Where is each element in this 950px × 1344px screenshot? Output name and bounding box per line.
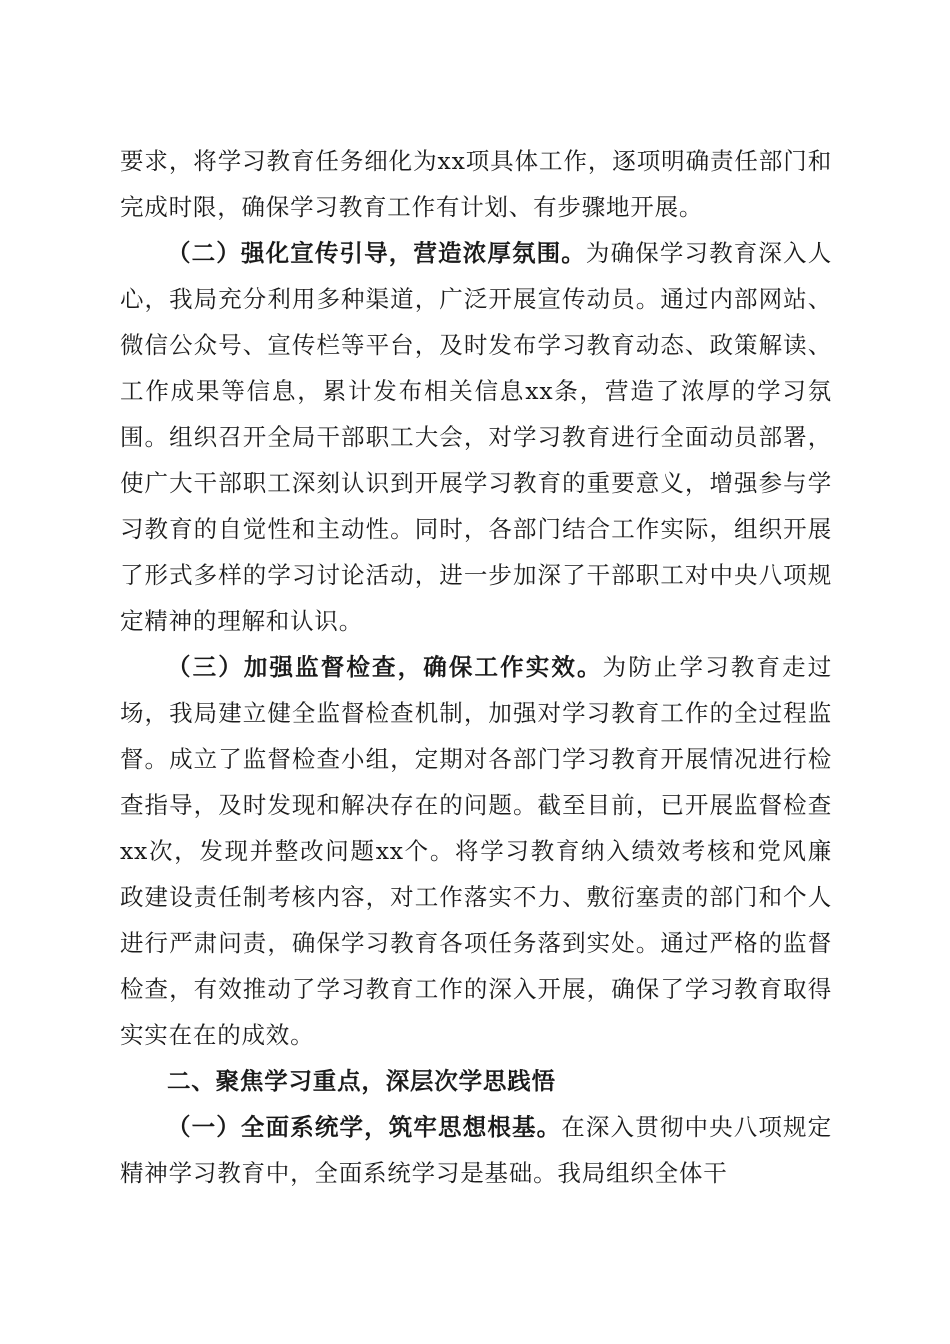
paragraph-lead: （三）加强监督检查，确保工作实效。 (167, 653, 603, 681)
paragraph-lead: （二）强化宣传引导，营造浓厚氛围。 (167, 239, 586, 267)
paragraph-supervision (120, 644, 832, 1058)
section-heading: 二、聚焦学习重点，深层次学思践悟 (167, 1067, 556, 1095)
paragraph-continued (120, 138, 832, 230)
paragraph-text: 为防止学习教育走过场，我局建立健全监督检查机制，加强对学习教育工作的全过程监督。成立了监督检查小组，定期对各部门学习教育开展情况进行检查指导，及时发现和解决存在的问题。截至目前，已开展监督检查xx次，发现并整改问题xx个。将学习教育纳入绩效考核和党风廉政建设责任制考核内容，对工作落实不力、敷衍塞责的部门和个人进行严肃问责，确保学习教育各项任务落到实处。通过严格的监督检查，有效推动了学习教育工作的深入开展，确保了学习教育取得实实在在的成效。 (120, 653, 832, 1049)
paragraph-systematic-study (120, 1104, 832, 1196)
document-body (120, 138, 832, 1196)
paragraph-text: 为确保学习教育深入人心，我局充分利用多种渠道，广泛开展宣传动员。通过内部网站、微信公众号、宣传栏等平台，及时发布学习教育动态、政策解读、工作成果等信息，累计发布相关信息xx条，营造了浓厚的学习氛围。组织召开全局干部职工大会，对学习教育进行全面动员部署，使广大干部职工深刻认识到开展学习教育的重要意义，增强参与学习教育的自觉性和主动性。同时，各部门结合工作实际，组织开展了形式多样的学习讨论活动，进一步加深了干部职工对中央八项规定精神的理解和认识。 (120, 239, 832, 635)
paragraph-text: 在深入贯彻中央八项规定精神学习教育中，全面系统学习是基础。我局组织全体干 (120, 1113, 832, 1187)
paragraph-publicity (120, 230, 832, 644)
paragraph-text: 要求，将学习教育任务细化为xx项具体工作，逐项明确责任部门和完成时限，确保学习教育工作有计划、有步骤地开展。 (120, 147, 832, 221)
paragraph-lead: （一）全面系统学，筑牢思想根基。 (167, 1113, 562, 1141)
